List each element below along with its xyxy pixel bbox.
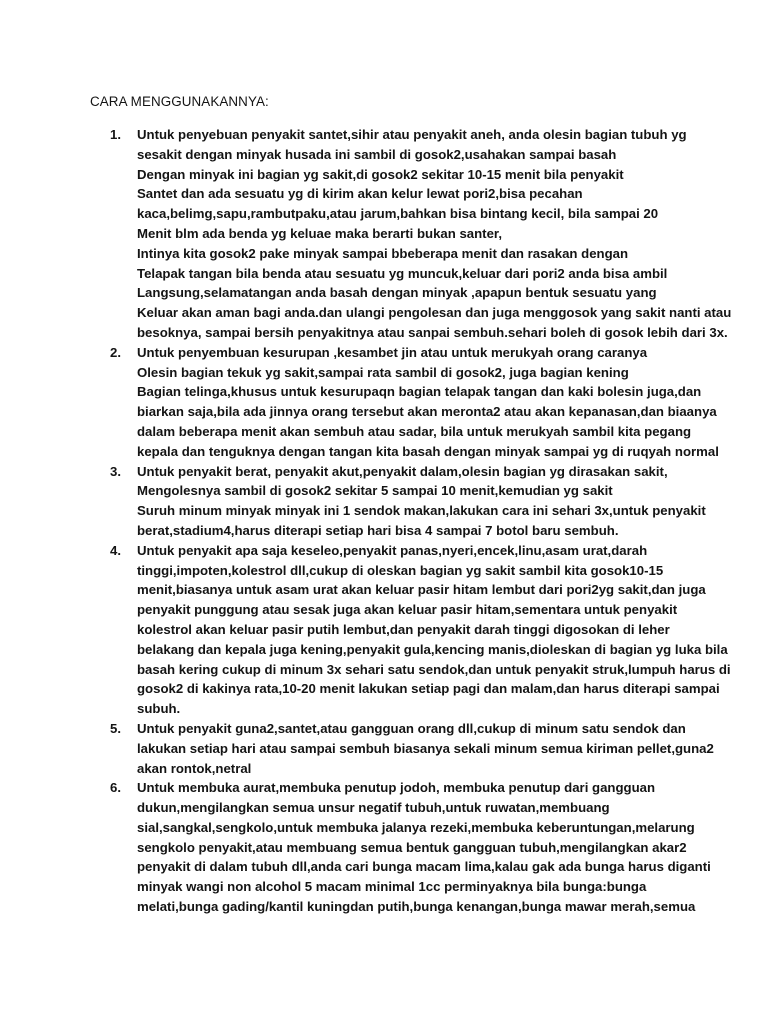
- document-heading: CARA MENGGUNAKANNYA:: [90, 94, 269, 109]
- list-item-number: 5.: [110, 720, 121, 736]
- list-item-text-line: kepala dan tenguknya dengan tangan kita basah dengan minyak sampai yg di ruqyah normal: [137, 443, 719, 459]
- list-item-number: 3.: [110, 463, 121, 479]
- list-item-number: 4.: [110, 542, 121, 558]
- list-item-text-line: besoknya, sampai bersih penyakitnya atau sanpai sembuh.sehari boleh di gosok lebih dari 3x.: [137, 324, 728, 340]
- list-item-text-line: Intinya kita gosok2 pake minyak sampai bbeberapa menit dan rasakan dengan: [137, 245, 629, 261]
- list-item-text-line: Untuk membuka aurat,membuka penutup jodoh, membuka penutup dari gangguan: [137, 780, 656, 796]
- list-item-text-line: Keluar akan aman bagi anda.dan ulangi pengolesan dan juga menggosok yang sakit nanti atau: [137, 305, 732, 321]
- list-item-text-line: Untuk penyebuan penyakit santet,sihir atau penyakit aneh, anda olesin bagian tubuh yg: [137, 127, 687, 142]
- list-item-text-line: biarkan saja,bila ada jinnya orang tersebut akan meronta2 atau akan kepanasan,dan biaanya: [137, 404, 717, 420]
- list-item-text-line: sial,sangkal,sengkolo,untuk membuka jalanya rezeki,membuka keberuntungan,melarung: [137, 819, 695, 835]
- list-item-text-line: gosok2 di kakinya rata,10-20 menit lakukan setiap pagi dan malam,dan harus diterapi sampai: [137, 681, 720, 697]
- list-item-number: 6.: [110, 780, 121, 796]
- list-item-text-line: sengkolo penyakit,atau membuang semua bentuk gangguan tubuh,mengilangkan akar2: [137, 839, 687, 855]
- list-item: [110, 778, 710, 917]
- list-item-text-line: dalam beberapa menit akan sembuh atau sadar, bila untuk merukyah sambil kita pegang: [137, 423, 692, 439]
- list-item-text-line: akan rontok,netral: [137, 760, 252, 776]
- list-item-text-line: Dengan minyak ini bagian yg sakit,di gosok2 sekitar 10-15 menit bila penyakit: [137, 166, 624, 182]
- list-item-text-line: berat,stadium4,harus diterapi setiap hari bisa 4 sampai 7 botol baru sembuh.: [137, 522, 619, 538]
- list-item-text-line: Mengolesnya sambil di gosok2 sekitar 5 sampai 10 menit,kemudian yg sakit: [137, 483, 613, 499]
- list-item-text-line: Untuk penyakit berat, penyakit akut,penyakit dalam,olesin bagian yg dirasakan sakit,: [137, 463, 668, 479]
- list-item-text-line: subuh.: [137, 701, 181, 717]
- list-item: [110, 125, 732, 343]
- list-item-text-line: kolestrol akan keluar pasir putih lembut,dan penyakit darah tinggi digosokan di leher: [137, 621, 670, 637]
- list-item: [110, 719, 714, 778]
- list-item-text-line: Suruh minum minyak minyak ini 1 sendok makan,lakukan cara ini sehari 3x,untuk penyakit: [137, 503, 706, 519]
- list-item-text-line: melati,bunga gading/kantil kuningdan putih,bunga kenangan,bunga mawar merah,semua: [137, 899, 696, 915]
- list-item-text-line: belakang dan kepala juga kening,penyakit gula,kencing manis,dioleskan di bagian yg luka bila: [137, 641, 728, 657]
- list-item-text-line: tinggi,impoten,kolestrol dll,cukup di oleskan bagian yg sakit sambil kita gosok10-15: [137, 562, 664, 578]
- list-item-text-line: kaca,belimg,sapu,rambutpaku,atau jarum,bahkan bisa bintang kecil, bila sampai 20: [137, 206, 659, 222]
- list-item-text-line: Bagian telinga,khusus untuk kesurupaqn bagian telapak tangan dan kaki bolesin juga,dan: [137, 384, 702, 400]
- list-item: [110, 541, 731, 719]
- list-item-text-line: sesakit dengan minyak husada ini sambil di gosok2,usahakan sampai basah: [137, 146, 617, 162]
- list-item-number: 2.: [110, 344, 121, 360]
- list-item-text-line: Telapak tangan bila benda atau sesuatu yg muncuk,keluar dari pori2 anda bisa ambil: [137, 265, 668, 281]
- list-item-text-line: Olesin bagian tekuk yg sakit,sampai rata sambil di gosok2, juga bagian kening: [137, 364, 629, 380]
- list-item-text-line: dukun,mengilangkan semua unsur negatif tubuh,untuk ruwatan,membuang: [137, 800, 610, 816]
- list-item-text-line: basah kering cukup di minum 3x sehari satu sendok,dan untuk penyakit struk,lumpuh harus di: [137, 661, 731, 677]
- list-item-text-line: Santet dan ada sesuatu yg di kirim akan kelur lewat pori2,bisa pecahan: [137, 186, 583, 202]
- list-item: [110, 462, 710, 541]
- list-item-text-line: penyakit punggung atau sesak juga akan keluar pasir hitam,sementara untuk penyakit: [137, 602, 678, 618]
- list-item-text-line: Menit blm ada benda yg keluae maka berarti bukan santer,: [137, 225, 502, 241]
- list-item-text-line: penyakit di dalam tubuh dll,anda cari bunga macam lima,kalau gak ada bunga harus diganti: [137, 859, 711, 875]
- list-item-text-line: menit,biasanya untuk asam urat akan keluar pasir hitam lembut dari pori2yg sakit,dan juga: [137, 582, 706, 598]
- numbered-list: [110, 125, 732, 917]
- list-item-text-line: minyak wangi non alcohol 5 macam minimal 1cc perminyaknya bila bunga:bunga: [137, 879, 647, 895]
- list-item-text-line: Untuk penyakit guna2,santet,atau gangguan orang dll,cukup di minum satu sendok dan: [137, 720, 686, 736]
- list-item-text-line: Langsung,selamatangan anda basah dengan minyak ,apapun bentuk sesuatu yang: [137, 285, 657, 301]
- list-item-text-line: lakukan setiap hari atau sampai sembuh biasanya sekali minum semua kiriman pellet,guna2: [137, 740, 714, 756]
- list-item: [110, 343, 719, 462]
- list-item-number: 1.: [110, 127, 121, 142]
- list-item-text-line: Untuk penyakit apa saja keseleo,penyakit panas,nyeri,encek,linu,asam urat,darah: [137, 542, 648, 558]
- list-item-text-line: Untuk penyembuan kesurupan ,kesambet jin atau untuk merukyah orang caranya: [137, 344, 648, 360]
